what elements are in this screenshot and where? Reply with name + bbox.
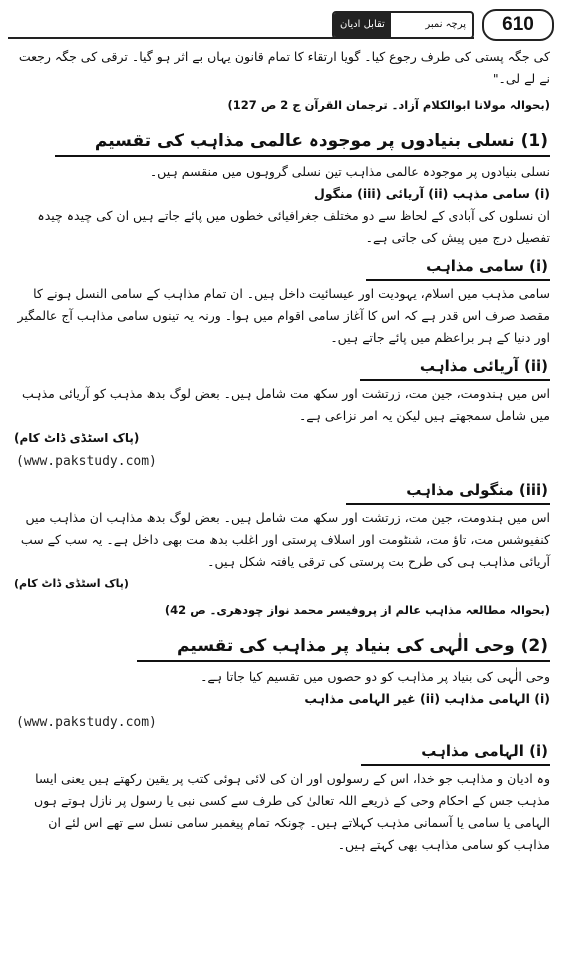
- watermark-urdu-2: (پاک اسٹڈی ڈاٹ کام): [14, 577, 129, 590]
- mongol-reference: (بحوالہ مطالعہ مذاہب عالم از پروفیسر محمد نواز چودھری۔ ص 42): [164, 603, 550, 617]
- heading-aryan: (ii) آریائی مذاہب: [360, 354, 550, 381]
- paragraph-revealed: وہ ادیان و مذاہب جو خدا، اس کے رسولوں اور ان کی لائی ہوئی کتب پر یقین رکھتے ہیں یعنی ایسا مذہب جس کے احکام وحی کے ذریعے اللہ تعالیٰ کی طرف سے کسی نبی یا رسول پر نازل ہوتے ہوں الہامی یا سامی یا آسمانی مذہب کہلاتے ہیں۔ چونکہ تمام پیغمبر سامی نسل سے تھے اس لئے ان مذاہب کو سامی مذاہب بھی کہتے ہیں۔: [34, 771, 550, 852]
- watermark-url-2: (www.pakstudy.com): [16, 715, 157, 730]
- intro-reference: (بحوالہ مولانا ابوالکلام آزاد۔ ترجمان القرآن ج 2 ص 127): [227, 98, 550, 112]
- intro-paragraph: کی جگہ پستی کی طرف رجوع کیا۔ گویا ارتقاء کا تمام قانون یہاں بے اثر ہو گیا۔ ترقی کی جگہ رجعت نے لے لی۔": [18, 49, 550, 86]
- paragraph-mongol: اس میں ہندومت، جین مت، زرتشت اور سکھ مت شامل ہیں۔ بعض لوگ بدھ مذاہب ان مذاہب میں کنفیوشس مت، تاؤ مت، شنٹومت اور اسلاف پرستی اور اغلب بدھ مت بھی داخل ہے۔ یہ سب کے سب آریائی مذاہب ہی کی طرح بت پرستی کی ترقی یافتہ شکل ہیں۔: [20, 510, 550, 569]
- section-1-paragraph-1: نسلی بنیادوں پر موجودہ عالمی مذاہب تین نسلی گروہوں میں منقسم ہیں۔: [149, 164, 550, 179]
- section-2-list: (i) الہامی مذاہب (ii) غیر الہامی مذاہب: [304, 691, 550, 706]
- book-sub: پرچہ نمبر: [425, 19, 466, 30]
- page-header: [8, 6, 556, 40]
- heading-revealed: (i) الہامی مذاہب: [361, 739, 550, 766]
- section-1-list: (i) سامی مذہب (ii) آریائی (iii) منگول: [313, 186, 550, 201]
- watermark-urdu-1: (پاک اسٹڈی ڈاٹ کام): [14, 431, 140, 445]
- page-body: [14, 46, 550, 856]
- heading-semitic: (i) سامی مذاہب: [366, 254, 550, 281]
- paragraph-semitic: سامی مذہب میں اسلام، یہودیت اور عیسائیت داخل ہیں۔ ان تمام مذاہب کے سامی النسل ہونے کا مقصد صرف اس قدر ہے کہ اس کا آغاز سامی اقوام میں ہوا۔ ورنہ یہ تینوں سامی مذاہب آج عالمگیر اور دنیا کے ہر براعظم میں پائے جاتے ہیں۔: [17, 286, 550, 345]
- section-1-paragraph-2: ان نسلوں کی آبادی کے لحاظ سے دو مختلف جغرافیائی خطوں میں پائے جاتے ہیں ان کی چیدہ چیدہ تفصیل درج میں پیش کی جاتی ہے۔: [37, 208, 550, 245]
- section-2-heading: (2) وحی الٰہی کی بنیاد پر مذاہب کی تقسیم: [137, 633, 550, 662]
- section-1-heading: (1) نسلی بنیادوں پر موجودہ عالمی مذاہب کی تقسیم: [55, 128, 550, 157]
- book-title-box: [332, 11, 474, 39]
- paragraph-aryan: اس میں ہندومت، جین مت، زرتشت اور سکھ مت شامل ہیں۔ بعض لوگ بدھ مذہب کو آریائی مذہب میں شامل سمجھتے ہیں لیکن یہ امر نزاعی ہے۔: [22, 386, 550, 423]
- page-number: 610: [482, 9, 554, 41]
- book-tag: تقابل ادیان: [334, 13, 391, 37]
- heading-mongol: (iii) منگولی مذاہب: [346, 478, 550, 505]
- section-2-paragraph-1: وحی الٰہی کی بنیاد پر مذاہب کو دو حصوں میں تقسیم کیا جاتا ہے۔: [200, 669, 550, 684]
- watermark-url-1: (www.pakstudy.com): [16, 454, 157, 469]
